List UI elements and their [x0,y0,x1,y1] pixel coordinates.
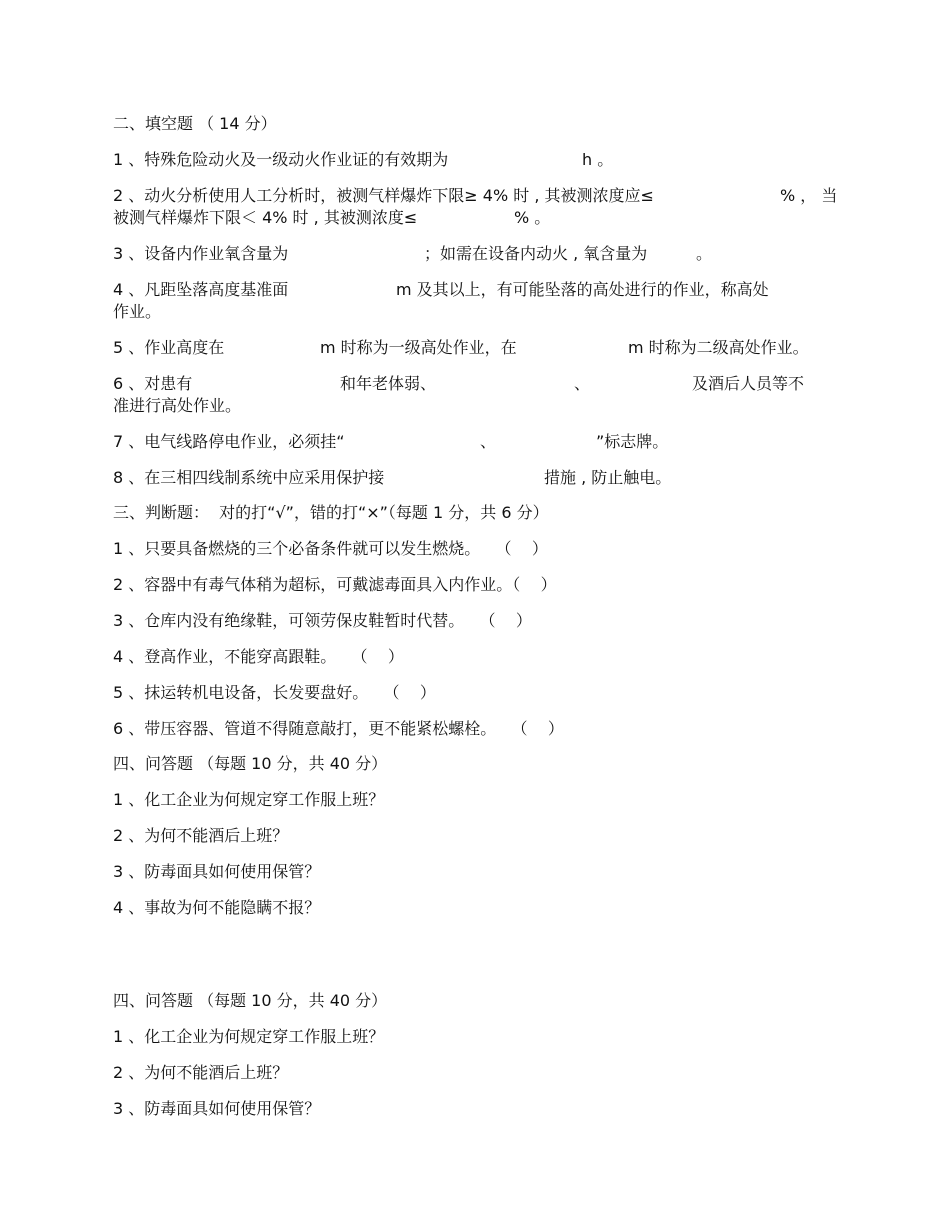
qa-4: 4 、事故为何不能隐瞒不报？ [113,898,321,917]
section-heading-qa: 四、问答题 （每题 10 分，共 40 分） [113,754,388,773]
section-heading-fill-blank: 二、填空题 （ 14 分） [113,114,277,133]
question-5-part-b: m 时称为一级高处作业，在 [320,338,517,357]
question-2-line-1-part-a: 2 、动火分析使用人工分析时，被测气样爆炸下限≥ 4% 时 , 其被测浓度应≤ [113,186,654,205]
question-1-part-a: 1 、特殊危险动火及一级动火作业证的有效期为 [113,150,449,169]
question-6-line-1-part-d: 及酒后人员等不 [692,374,805,393]
question-7-part-c: ”标志牌。 [596,432,669,451]
question-2-line-1-part-b: % ， 当 [780,186,838,205]
question-5-part-c: m 时称为二级高处作业。 [628,338,809,357]
question-4-line-1-part-a: 4 、凡距坠落高度基准面 [113,280,289,299]
question-2-line-2-part-b: % 。 [514,208,551,227]
question-7-part-a: 7 、电气线路停电作业，必须挂“ [113,432,345,451]
question-6-line-2: 准进行高处作业。 [113,396,242,415]
qa-2: 2 、为何不能酒后上班？ [113,826,289,845]
qa-repeat-1: 1 、化工企业为何规定穿工作服上班？ [113,1027,385,1046]
judgement-4: 4 、登高作业，不能穿高跟鞋。 （ ） [113,647,404,666]
judgement-1: 1 、只要具备燃烧的三个必备条件就可以发生燃烧。 （ ） [113,539,548,558]
judgement-2: 2 、容器中有毒气体稍为超标，可戴滤毒面具入内作业。（ ） [113,575,557,594]
question-6-line-1-part-c: 、 [574,374,591,393]
section-heading-qa-repeat: 四、问答题 （每题 10 分，共 40 分） [113,991,388,1010]
question-8-part-a: 8 、在三相四线制系统中应采用保护接 [113,468,385,487]
question-3-part-b: ；如需在设备内动火 , 氧含量为 [424,244,648,263]
section-heading-true-false: 三、判断题： 对的打“√”，错的打“×”（每题 1 分，共 6 分） [113,503,549,522]
qa-repeat-3: 3 、防毒面具如何使用保管？ [113,1099,321,1118]
question-5-part-a: 5 、作业高度在 [113,338,225,357]
question-6-line-1-part-b: 和年老体弱、 [340,374,437,393]
question-2-line-2-part-a: 被测气样爆炸下限＜ 4% 时 , 其被测浓度≤ [113,208,418,227]
judgement-3: 3 、仓库内没有绝缘鞋，可领劳保皮鞋暂时代替。 （ ） [113,611,532,630]
qa-1: 1 、化工企业为何规定穿工作服上班？ [113,790,385,809]
question-4-line-2: 作业。 [113,302,162,321]
question-3-part-a: 3 、设备内作业氧含量为 [113,244,289,263]
question-8-part-b: 措施 , 防止触电。 [544,468,672,487]
question-3-part-c: 。 [696,244,713,263]
question-6-line-1-part-a: 6 、对患有 [113,374,193,393]
question-1-part-b: h 。 [582,150,614,169]
qa-repeat-2: 2 、为何不能酒后上班？ [113,1063,289,1082]
judgement-6: 6 、带压容器、管道不得随意敲打，更不能紧松螺栓。 （ ） [113,719,564,738]
question-4-line-1-part-b: m 及其以上，有可能坠落的高处进行的作业，称高处 [396,280,769,299]
qa-3: 3 、防毒面具如何使用保管？ [113,862,321,881]
question-7-part-b: 、 [480,432,497,451]
judgement-5: 5 、抹运转机电设备，长发要盘好。 （ ） [113,683,436,702]
